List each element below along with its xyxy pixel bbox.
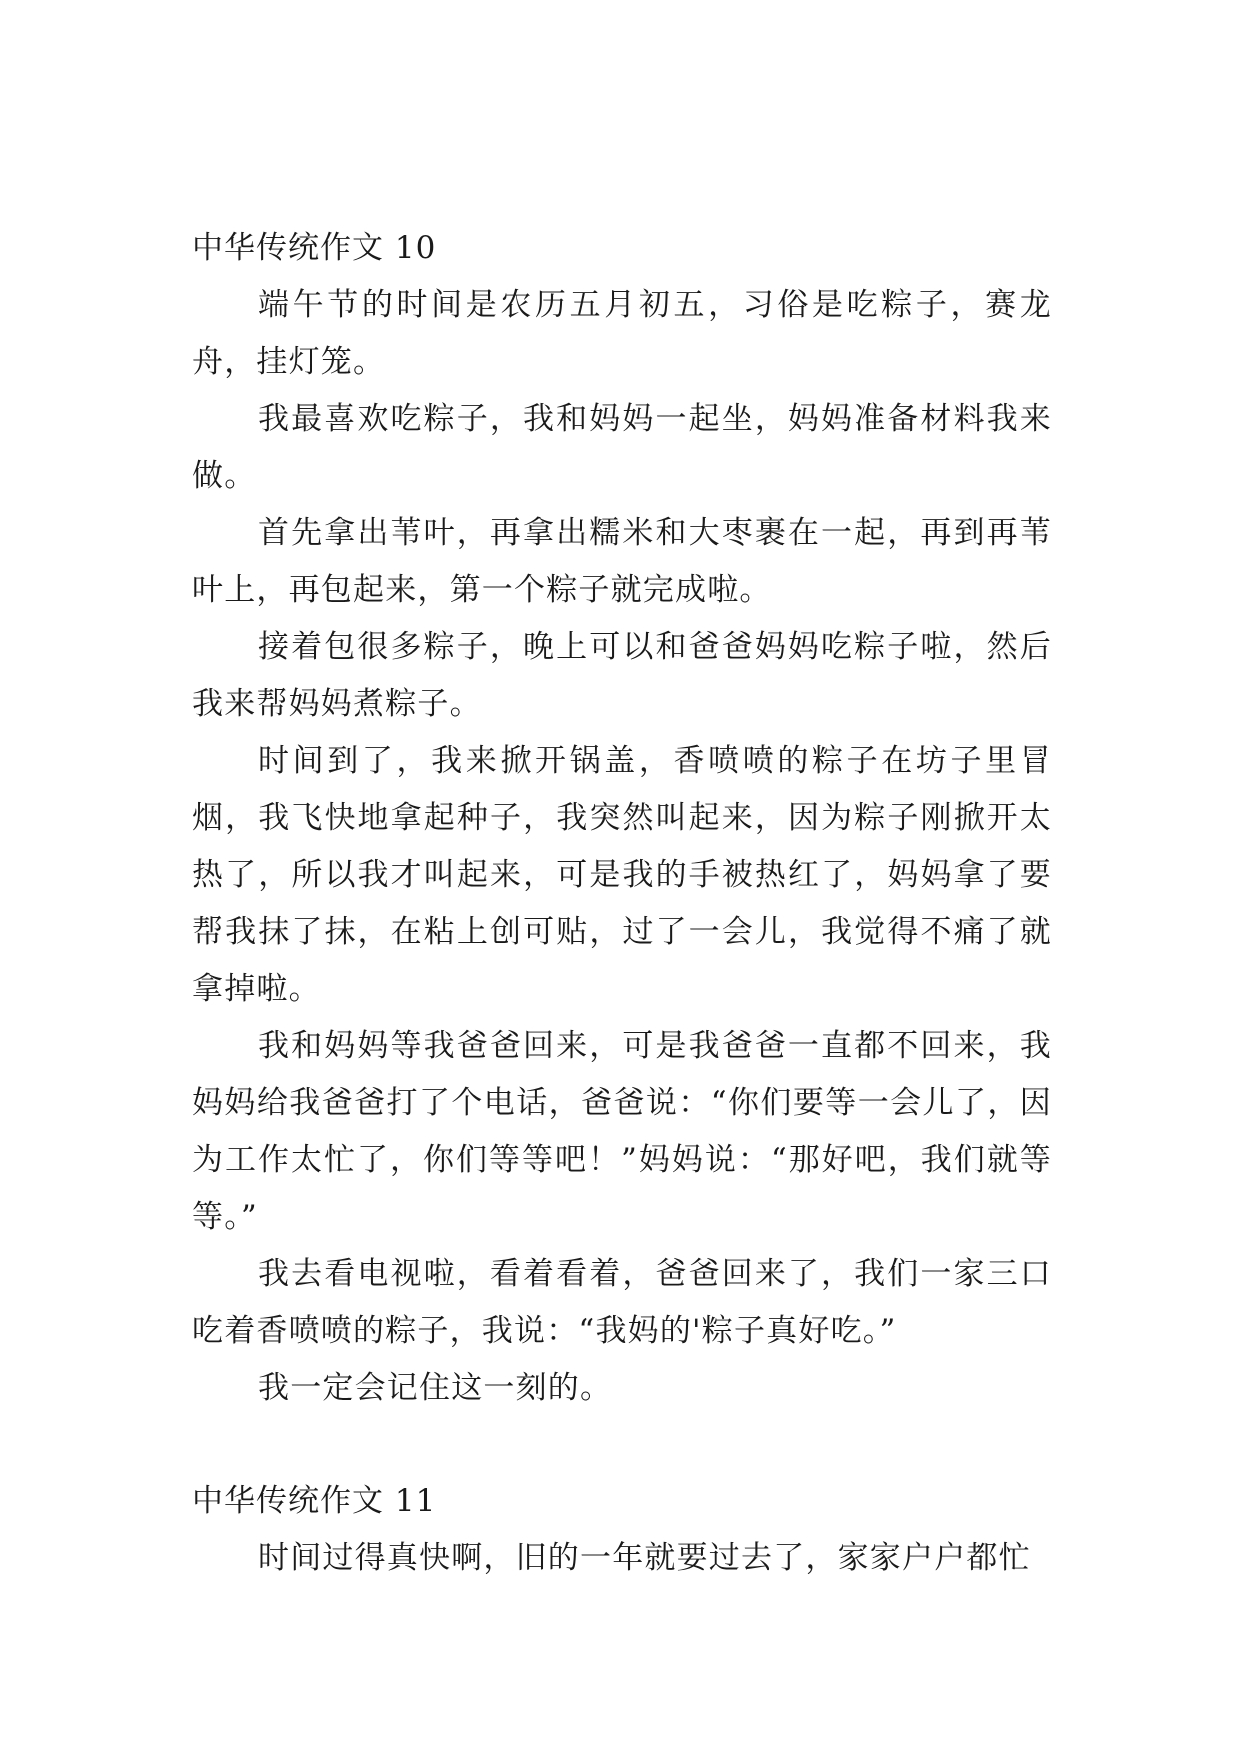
- section-title: 中华传统作文 10: [192, 230, 437, 266]
- paragraph: 接着包很多粽子，晚上可以和爸爸妈妈吃粽子啦，然后我来帮妈妈煮粽子。: [192, 629, 1052, 722]
- paragraph: 我去看电视啦，看着看着，爸爸回来了，我们一家三口吃着香喷喷的粽子，我说：“我妈的'粽子真好吃。”: [192, 1256, 1052, 1349]
- paragraph: 端午节的时间是农历五月初五，习俗是吃粽子，赛龙舟，挂灯笼。: [192, 287, 1052, 380]
- paragraph: 时间到了，我来掀开锅盖，香喷喷的粽子在坊子里冒烟，我飞快地拿起种子，我突然叫起来，因为粽子刚掀开太热了，所以我才叫起来，可是我的手被热红了，妈妈拿了要帮我抹了抹，在粘上创可贴，过了一会儿，我觉得不痛了就拿掉啦。: [192, 743, 1052, 1007]
- paragraph: 首先拿出苇叶，再拿出糯米和大枣裹在一起，再到再苇叶上，再包起来，第一个粽子就完成啦。: [192, 515, 1052, 608]
- document-page: [192, 220, 1052, 1587]
- essay-section-11: [192, 1473, 1052, 1587]
- section-gap: [192, 1417, 1052, 1473]
- paragraph: 时间过得真快啊，旧的一年就要过去了，家家户户都忙: [258, 1540, 1031, 1576]
- essay-section-10: [192, 220, 1052, 1417]
- paragraph: 我一定会记住这一刻的。: [258, 1370, 613, 1406]
- section-title: 中华传统作文 11: [192, 1483, 437, 1519]
- paragraph: 我和妈妈等我爸爸回来，可是我爸爸一直都不回来，我妈妈给我爸爸打了个电话，爸爸说：“你们要等一会儿了，因为工作太忙了，你们等等吧！”妈妈说：“那好吧，我们就等等。”: [192, 1028, 1052, 1235]
- paragraph: 我最喜欢吃粽子，我和妈妈一起坐，妈妈准备材料我来做。: [192, 401, 1052, 494]
